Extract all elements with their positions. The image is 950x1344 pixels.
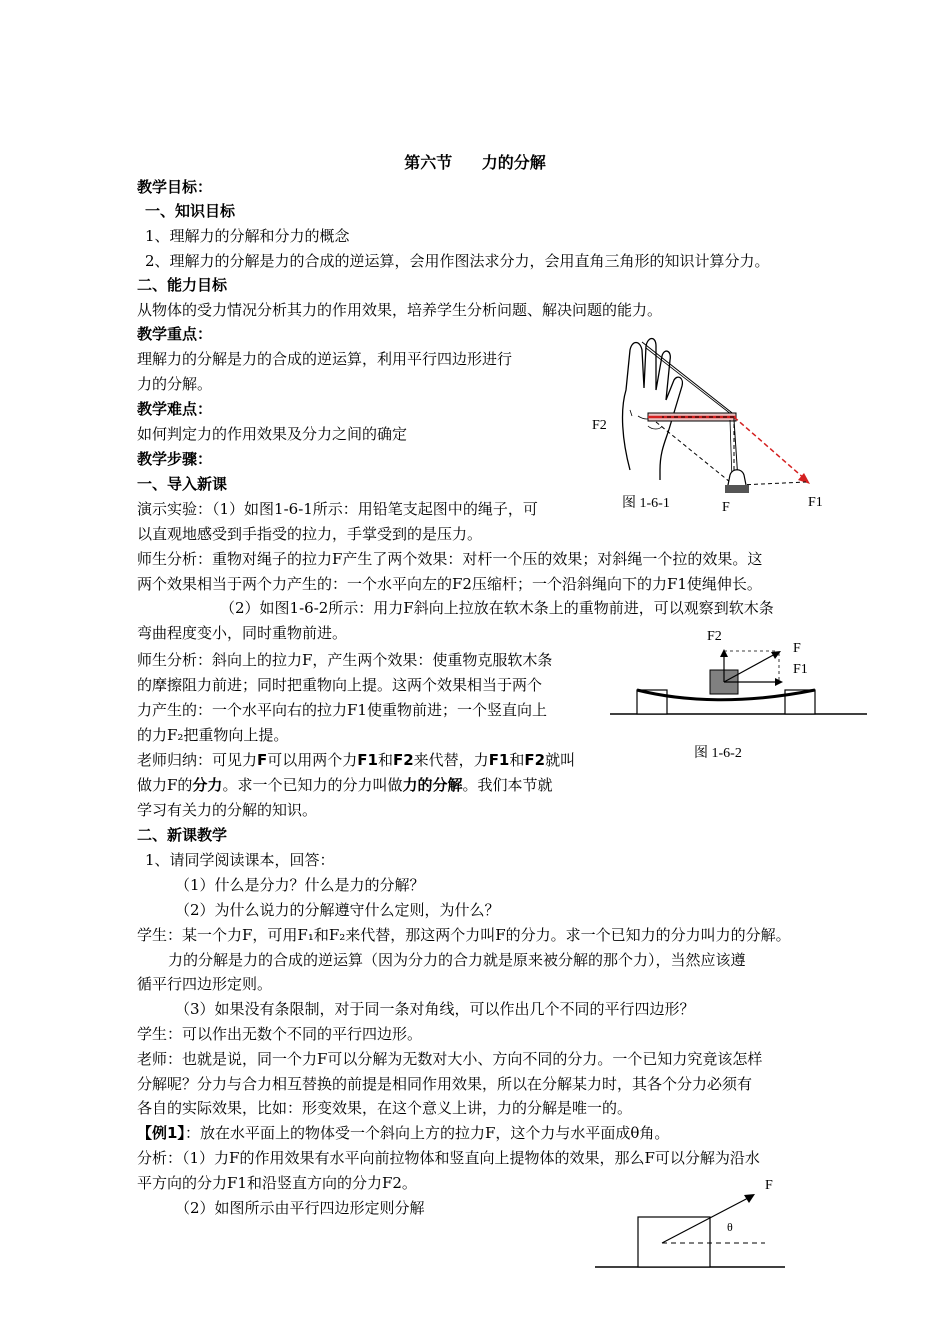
text-line: 平方向的分力F1和沿竖直方向的分力F2。 <box>137 1174 417 1192</box>
text-line: 弯曲程度变小，同时重物前进。 <box>137 624 348 642</box>
text-line: 循平行四边形定则。 <box>137 975 273 993</box>
page-title <box>0 150 950 173</box>
text-line: 分析：（1）力F的作用效果有水平向前拉物体和竖直向上提物体的效果，那么F可以分解为沿水 <box>137 1149 760 1167</box>
fig1-caption: 图 1-6-1 <box>622 496 670 511</box>
fig2-label-f1: F1 <box>793 662 808 677</box>
force-f2-arrowhead <box>720 649 728 657</box>
fig3-label-theta: θ <box>727 1220 733 1234</box>
heading-steps: 教学步骤： <box>137 450 213 468</box>
text-line: （1）什么是分力？什么是力的分解？ <box>175 876 425 894</box>
text-run: 和 <box>509 751 525 769</box>
heading-intro: 一、导入新课 <box>137 475 228 493</box>
weight-block <box>725 485 749 493</box>
text-run: 分力 <box>192 776 223 794</box>
text-line-summary <box>137 774 552 796</box>
section-name: 力的分解 <box>481 153 546 172</box>
text-line: 1、请同学阅读课本，回答： <box>145 851 335 869</box>
section-number: 第六节 <box>404 153 453 172</box>
text-line: 力的分解。 <box>137 375 213 393</box>
text-line-summary <box>137 749 575 771</box>
text-run: 老师归纳：可见力 <box>137 751 258 769</box>
text-line: 学生：某一个力F，可用F₁和F₂来代替，那这两个力叫F的分力。求一个已知力的分力叫力的分解。 <box>137 926 791 944</box>
text-run: 和 <box>377 751 393 769</box>
text-line: 学习有关力的分解的知识。 <box>137 801 318 819</box>
text-line: 演示实验：（1）如图1-6-1所示：用铅笔支起图中的绳子，可 <box>137 500 538 518</box>
text-run: 。我们本节就 <box>462 776 553 794</box>
heading-knowledge-goals: 一、知识目标 <box>145 202 236 220</box>
text-line: 学生：可以作出无数个不同的平行四边形。 <box>137 1025 423 1043</box>
text-line: 的摩擦阻力前进；同时把重物向上提。这两个效果相当于两个 <box>137 676 543 694</box>
force-base-dashed <box>740 482 806 485</box>
text-run: 力的分解 <box>402 776 463 794</box>
hand-outline <box>623 339 683 481</box>
text-line: 的力F₂把重物向上提。 <box>137 726 289 744</box>
example-line <box>137 1122 669 1144</box>
text-line: 2、理解力的分解是力的合成的逆运算，会用作图法求分力，会用直角三角形的知识计算分力。 <box>145 252 770 270</box>
heading-new-lesson: 二、新课教学 <box>137 826 228 844</box>
text-run: ：放在水平面上的物体受一个斜向上方的拉力F，这个力与水平面成θ角。 <box>184 1124 670 1142</box>
text-run: 来代替，力 <box>413 751 489 769</box>
text-run: 做力F的 <box>137 776 193 794</box>
text-line: 如何判定力的作用效果及分力之间的确定 <box>137 425 408 443</box>
figure-example-1 <box>590 1185 790 1275</box>
text-line: 理解力的分解是力的合成的逆运算，利用平行四边形进行 <box>137 350 513 368</box>
text-line: （2）如图所示由平行四边形定则分解 <box>175 1199 425 1217</box>
force-f-diag-dashed <box>656 422 730 482</box>
object-block <box>638 1217 710 1267</box>
fig3-label-f: F <box>765 1178 773 1193</box>
text-run: F1 <box>488 751 510 769</box>
text-run: 可以用两个力 <box>267 751 358 769</box>
text-run: 就叫 <box>545 751 576 769</box>
text-line: （3）如果没有条限制，对于同一条对角线，可以作出几个不同的平行四边形？ <box>175 1000 695 1018</box>
fig1-label-f2: F2 <box>592 418 607 433</box>
force-f <box>724 653 777 682</box>
fig1-label-f1: F1 <box>808 495 823 510</box>
text-line: 两个效果相当于两个力产生的：一个水平向左的F2压缩杆；一个沿斜绳向下的力F1使绳伸长。 <box>137 575 762 593</box>
text-line: 力产生的：一个水平向右的拉力F1使重物前进；一个竖直向上 <box>137 701 547 719</box>
text-line: 以直观地感受到手指受的拉力，手掌受到的是压力。 <box>137 525 483 543</box>
text-line: 从物体的受力情况分析其力的作用效果，培养学生分析问题、解决问题的能力。 <box>137 301 663 319</box>
text-run: F2 <box>524 751 546 769</box>
string-top-2 <box>646 348 736 418</box>
fig1-label-f: F <box>722 500 730 515</box>
text-run: F2 <box>392 751 414 769</box>
heading-ability-goals: 二、能力目标 <box>137 276 228 294</box>
text-line: 力的分解是力的合成的逆运算（因为分力的合力就是原来被分解的那个力），当然应该遵 <box>168 951 746 969</box>
fig2-caption: 图 1-6-2 <box>694 746 742 761</box>
heading-key-points: 教学重点： <box>137 325 213 343</box>
text-line: （2）为什么说力的分解遵守什么定则，为什么？ <box>175 901 500 919</box>
text-line: 各自的实际效果，比如：形变效果，在这个意义上讲，力的分解是唯一的。 <box>137 1099 633 1117</box>
force-f1-red <box>734 417 806 480</box>
example-label: 【例1】 <box>137 1124 185 1142</box>
text-line: 老师：也就是说，同一个力F可以分解为无数对大小、方向不同的分力。一个已知力究竟该怎样 <box>137 1050 763 1068</box>
fig2-label-f2: F2 <box>707 629 722 644</box>
text-line: 1、理解力的分解和分力的概念 <box>145 227 350 245</box>
text-line: 师生分析：重物对绳子的拉力F产生了两个效果：对杆一个压的效果；对斜绳一个拉的效果。这 <box>137 550 763 568</box>
force-f-arrowhead <box>744 1194 755 1203</box>
text-run: F1 <box>357 751 378 769</box>
heading-teaching-goals: 教学目标： <box>137 178 213 196</box>
text-line: 分解呢？分力与合力相互替换的前提是相同作用效果，所以在分解某力时，其各个分力必须有 <box>137 1075 753 1093</box>
text-line: 师生分析：斜向上的拉力F，产生两个效果：使重物克服软木条 <box>137 651 553 669</box>
text-line: （2）如图1-6-2所示：用力F斜向上拉放在软木条上的重物前进，可以观察到软木条 <box>220 599 774 617</box>
text-run: 。求一个已知力的分力叫做 <box>222 776 403 794</box>
text-run: F <box>257 751 268 769</box>
heading-difficulties: 教学难点： <box>137 400 213 418</box>
figure-1-6-2 <box>605 640 875 730</box>
fig2-label-f: F <box>793 641 801 656</box>
